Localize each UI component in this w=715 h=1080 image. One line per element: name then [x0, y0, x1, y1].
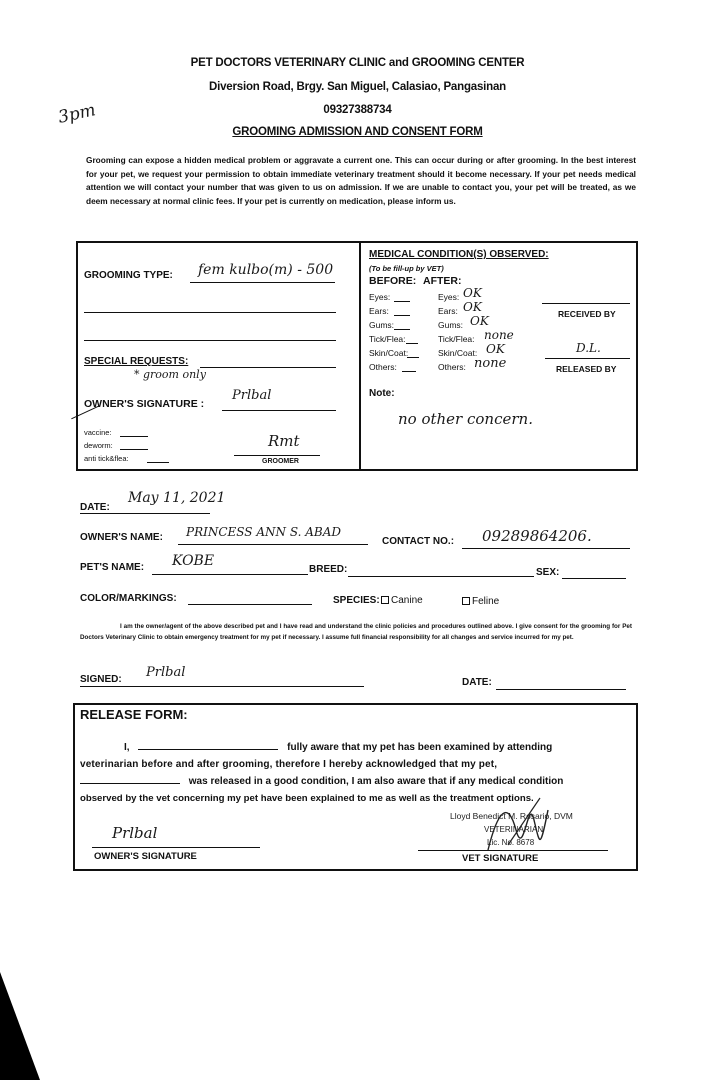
intro-paragraph: Grooming can expose a hidden medical problem or aggravate a current one. This can occur during or after grooming. In the best interest for your pet, we request your permission to obtain immediate veterinary treatment should it become necessary. If your pet needs medical attention we will contact your number that was given to us on admission. If we are unable to contact you, your pet will be treated, as we deem necessary at normal clinic fees. If your pet is currently on medication, please inform us.: [86, 155, 636, 206]
clinic-name: PET DOCTORS VETERINARY CLINIC and GROOMING CENTER: [190, 57, 525, 69]
date-label: DATE:: [80, 502, 110, 513]
margin-note: 3pm: [56, 100, 98, 128]
vet-stamp-name: Lloyd Benedict M. Rosario, DVM: [450, 811, 573, 821]
owner-name-value[interactable]: PRINCESS ANN S. ABAD: [186, 525, 342, 539]
antitick-label: anti tick&flea:: [84, 454, 129, 463]
before-others: Others:: [369, 362, 397, 372]
contact-value[interactable]: 09289864206.: [482, 527, 592, 545]
sex-label: SEX:: [536, 567, 560, 578]
canine-label: Canine: [391, 595, 423, 606]
clinic-phone: 09327388734: [323, 104, 392, 116]
owner-name-label: OWNER'S NAME:: [80, 532, 163, 543]
release-title: RELEASE FORM:: [80, 707, 188, 722]
release-owner-signature-label: OWNER'S SIGNATURE: [94, 851, 197, 862]
grooming-line-blank: [84, 340, 336, 341]
release-line-1-text: fully aware that my pet has been examined by attending: [287, 742, 553, 753]
form-title: GROOMING ADMISSION AND CONSENT FORM: [232, 126, 483, 138]
release-name-field[interactable]: [138, 739, 278, 750]
after-others-label: Others:: [438, 362, 466, 372]
after-skincoat-label: Skin/Coat:: [438, 348, 478, 358]
owner-signature-label: OWNER'S SIGNATURE :: [84, 398, 205, 410]
release-pet-field[interactable]: [80, 773, 180, 784]
received-by-label: RECEIVED BY: [558, 309, 616, 319]
date-value[interactable]: May 11, 2021: [128, 490, 226, 506]
vaccine-label: vaccine:: [84, 428, 112, 437]
after-tickflea-label: Tick/Flea:: [438, 334, 475, 344]
breed-label: BREED:: [309, 564, 348, 575]
before-label: BEFORE:: [369, 275, 417, 287]
release-owner-signature-value[interactable]: Prlbal: [112, 824, 158, 842]
special-requests-label: SPECIAL REQUESTS:: [84, 356, 189, 367]
release-line-1: [80, 739, 630, 758]
after-ears-label: Ears:: [438, 306, 458, 316]
release-line-4: observed by the vet concerning my pet have been explained to me as well as the treatment options.: [80, 793, 534, 804]
grooming-type-label: GROOMING TYPE:: [84, 270, 173, 281]
breed-field[interactable]: [348, 576, 534, 577]
special-requests-value[interactable]: * groom only: [134, 368, 206, 381]
release-line-3: [80, 773, 630, 792]
before-tickflea: Tick/Flea:: [369, 334, 406, 344]
consent-date-label: DATE:: [462, 677, 492, 688]
before-eyes: Eyes:: [369, 292, 391, 302]
pet-name-label: PET'S NAME:: [80, 562, 145, 573]
release-line-3-text: was released in a good condition, I am also aware that if any medical condition: [188, 776, 564, 787]
vet-stamp-title: VETERINARIAN: [484, 825, 544, 834]
canine-checkbox[interactable]: [381, 596, 389, 604]
groomer-label: GROOMER: [262, 458, 299, 465]
clinic-address: Diversion Road, Brgy. San Miguel, Calasiao, Pangasinan: [208, 81, 506, 93]
species-canine[interactable]: [381, 595, 423, 606]
owner-signature-value[interactable]: Prlbal: [232, 388, 272, 403]
note-value[interactable]: no other concern.: [398, 410, 533, 428]
grooming-line-blank: [84, 312, 336, 313]
groomer-signature[interactable]: Rmt: [268, 432, 300, 450]
medical-title: MEDICAL CONDITION(S) OBSERVED:: [369, 249, 549, 260]
after-gums-value[interactable]: OK: [470, 314, 489, 328]
after-label: AFTER:: [423, 275, 462, 287]
after-skincoat-value[interactable]: OK: [486, 342, 505, 356]
box-divider: [359, 241, 361, 471]
consent-text: I am the owner/agent of the above described pet and I have read and understand the clinic policies and procedures outlined above. I give consent for the grooming for Pet Doctors Veterinary Clinic to obtain emergency treatment for my pet if necessary. I assume full financial responsibility for all changes and service incurred for my pet.: [80, 623, 632, 641]
grooming-type-value[interactable]: fem kulbo(m) - 500: [198, 262, 334, 278]
received-by-line[interactable]: [542, 303, 630, 304]
signed-label: SIGNED:: [80, 674, 122, 685]
before-skincoat: Skin/Coat:: [369, 348, 409, 358]
feline-checkbox[interactable]: [462, 597, 470, 605]
after-eyes-value[interactable]: OK: [463, 286, 482, 300]
after-ears-value[interactable]: OK: [463, 300, 482, 314]
consent-date-field[interactable]: [496, 689, 626, 690]
after-others-value[interactable]: none: [474, 356, 507, 371]
feline-label: Feline: [472, 596, 500, 607]
medical-subtitle: (To be fill-up by VET): [369, 264, 444, 273]
before-gums: Gums:: [369, 320, 395, 330]
release-line-2: veterinarian before and after grooming, therefore I hereby acknowledged that my pet,: [80, 759, 498, 770]
after-gums-label: Gums:: [438, 320, 464, 330]
pet-name-value[interactable]: KOBE: [172, 553, 215, 569]
species-feline[interactable]: [462, 596, 499, 607]
scan-corner-shadow: [0, 972, 40, 1080]
release-i: I,: [124, 742, 130, 753]
after-eyes-label: Eyes:: [438, 292, 460, 302]
released-by-label: RELEASED BY: [556, 364, 617, 374]
vet-stamp-license: Lic. No. 8678: [487, 838, 535, 847]
released-by-value[interactable]: D.L.: [576, 341, 601, 355]
before-ears: Ears:: [369, 306, 389, 316]
contact-label: CONTACT NO.:: [382, 536, 455, 547]
signed-value[interactable]: Prlbal: [146, 665, 186, 680]
species-label: SPECIES:: [333, 595, 380, 606]
after-tickflea-value[interactable]: none: [484, 328, 514, 342]
sex-field[interactable]: [562, 578, 626, 579]
color-markings-label: COLOR/MARKINGS:: [80, 593, 177, 604]
deworm-label: deworm:: [84, 441, 113, 450]
note-label: Note:: [369, 388, 395, 399]
color-markings-field[interactable]: [188, 604, 312, 605]
vet-signature-label: VET SIGNATURE: [462, 853, 539, 864]
